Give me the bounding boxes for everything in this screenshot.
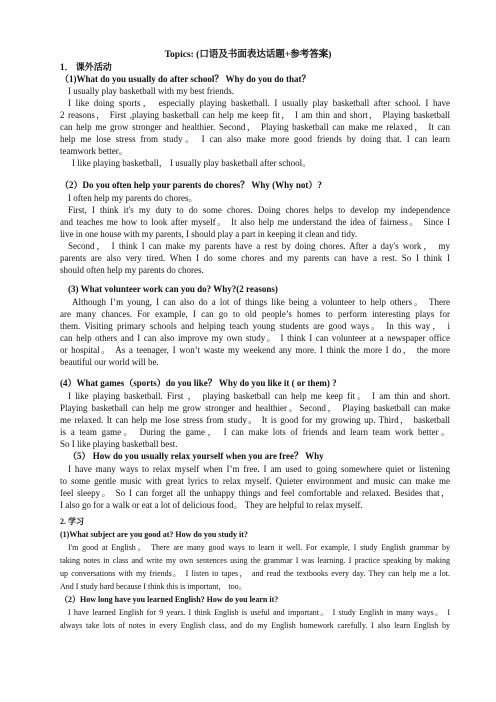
answer-line: 2 reasons， First ,playing basketball can help me keep fit， I am thin and short， Playing basketball <box>60 110 450 120</box>
answer-line: I often help my parents do chores。 <box>68 193 198 203</box>
answer-line: And I study hard because I think this is important， too。 <box>60 582 247 591</box>
question-heading: （2）How long have you learned English? How do you learn it? <box>60 595 279 604</box>
answer-line: and teaches me how to look after myself。 It also help me understand the idea of fairness。 Since I <box>60 217 450 227</box>
answer-line: help me lose stress from study。 I can also make more good friends by doing that. I can learn <box>60 134 450 144</box>
answer-line: Although I’m young, I can also do a lot of things like being a volunteer to help others。 There <box>72 297 450 307</box>
answer-line: them. Visiting primary schools and helping teach young students are good ways。 In this way， i <box>60 321 450 331</box>
question-heading: （1)What do you usually do after school？ Why do you do that？ <box>60 74 311 84</box>
question-heading: (1)What subject are you good at? How do you study it? <box>60 530 248 539</box>
answer-line: I have many ways to relax myself when I’m free. I am used to going somewhere quiet or listening <box>68 464 450 474</box>
answer-line: I like playing basketball. First ， playing basketball can help me keep fit。 I am thin and short. <box>68 391 450 401</box>
answer-line: So I like playing basketball best. <box>60 439 178 449</box>
question-heading: (4）What games（sports）do you like？ Why do you like it ( or them) ? <box>60 378 337 388</box>
answer-line: should often help my parents do chores. <box>60 265 204 275</box>
answer-line: First, I think it's my duty to do some chores. Doing chores helps to develop my independence <box>68 205 450 215</box>
answer-line: are many chances. For example, I can go to old people’s homes to perform interesting plays for <box>60 309 450 319</box>
question-heading: （2）Do you often help your parents do chores？ Why (Why not）? <box>60 180 322 190</box>
answer-line: can help others and I can also improve my own study。 I think I can volunteer at a newspaper office <box>60 333 450 343</box>
answer-line: is a team game。 During the game， I can make lots of friends and learn team work better。 <box>60 427 450 437</box>
answer-line: teamwork better。 <box>60 146 128 156</box>
answer-line: can help me grow stronger and healthier. Second， Playing basketball can make me relaxed， It can <box>60 122 450 132</box>
answer-line: I usually play basketball with my best friends. <box>68 86 234 96</box>
question-heading: （5） How do you usually relax yourself when you are free？ Why <box>68 451 324 461</box>
answer-line: always take lots of notes in every English class, and do my English homework carefully. I also learn English by <box>60 621 450 630</box>
answer-line: I like playing basketball， I usually play basketball after school。 <box>72 158 312 168</box>
answer-line: parents are also very tired. When I do some chores and my parents can have a rest. So I think I <box>60 253 450 263</box>
answer-line: I also go for a walk or eat a lot of delicious food。 They are helpful to relax myself. <box>60 500 363 510</box>
question-heading: (3) What volunteer work can you do? Why?(2 reasons) <box>68 284 278 294</box>
section-heading: 2. 学习 <box>60 517 84 526</box>
answer-line: up conversations with my friends。 I listen to tapes， and read the textbooks every day. They can help me a lot. <box>60 569 450 578</box>
answer-line: live in one house with my parents, I should play a part in keeping it clean and tidy. <box>60 229 358 239</box>
answer-line: to some gentle music with great lyrics to relax myself. Quieter environment and music can make me <box>60 476 450 486</box>
answer-line: or hospital。 As a teenager, I won’t waste my weekend any more. I think the more I do， the more <box>60 345 450 355</box>
answer-line: I have learned English for 9 years. I think English is useful and important。 I study English in many ways。 I <box>68 608 450 617</box>
answer-line: Playing basketball can help me grow stronger and healthier。Second， Playing basketball can make <box>60 403 450 413</box>
answer-line: me relaxed. It can help me lose stress from study。 It is good for my growing up. Third， basketball <box>60 415 450 425</box>
answer-line: feel sleepy。 So I can forget all the unhappy things and feel comfortable and relaxed. Besides that， <box>60 488 450 498</box>
answer-line: I'm good at English。 There are many good ways to learn it well. For example, I study English grammar by <box>68 543 450 552</box>
answer-line: beautiful our world will be. <box>60 357 159 367</box>
page-title: Topics: (口语及书面表达话题+参考答案) <box>164 50 332 60</box>
section-heading: 1． 课外活动 <box>60 62 112 72</box>
answer-line: Second， I think I can make my parents have a rest by doing chores. After a day's work， my <box>68 241 450 251</box>
answer-line: I like doing sports， especially playing basketball. I usually play basketball after school. I have <box>68 98 450 108</box>
answer-line: taking notes in class and write my own sentences using the grammar I was learning. I practice speaking by making <box>60 556 450 565</box>
